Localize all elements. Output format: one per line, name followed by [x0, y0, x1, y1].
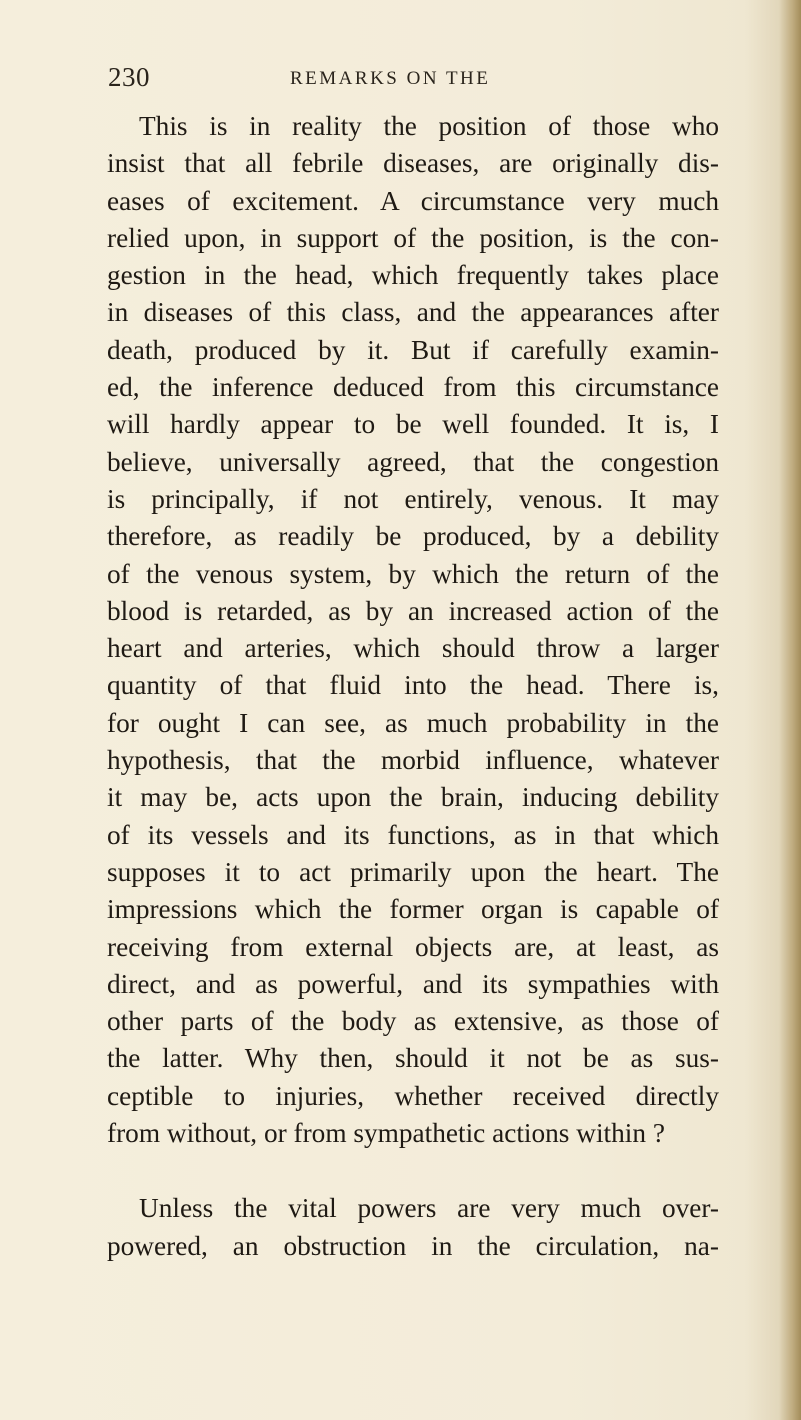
- text-line: therefore, as readily be produced, by a debility: [107, 521, 719, 552]
- text-line: believe, universally agreed, that the congestion: [107, 446, 719, 477]
- running-head: [108, 62, 708, 102]
- text-line: for ought I can see, as much probability in the: [107, 707, 719, 738]
- text-line: powered, an obstruction in the circulation, na-: [107, 1230, 719, 1261]
- text-line: the latter. Why then, should it not be as sus-: [107, 1043, 719, 1074]
- text-line: Unless the vital powers are very much over-: [139, 1193, 719, 1224]
- paragraph-gap: [107, 1152, 719, 1190]
- running-head-title: REMARKS ON THE: [290, 68, 491, 89]
- text-line: of the venous system, by which the return of the: [107, 558, 719, 589]
- text-line: is principally, if not entirely, venous. It may: [107, 483, 719, 514]
- body-text: [107, 108, 719, 1265]
- paragraph-1: [107, 108, 719, 1152]
- page-number: 230: [108, 62, 150, 92]
- text-line: direct, and as powerful, and its sympathies with: [107, 968, 719, 999]
- text-line: in diseases of this class, and the appearances after: [107, 297, 719, 328]
- page-edge-shadow: [779, 0, 801, 1420]
- text-line: it may be, acts upon the brain, inducing debility: [107, 782, 719, 813]
- text-line: from without, or from sympathetic actions within ?: [107, 1118, 665, 1149]
- text-line: will hardly appear to be well founded. It is, I: [107, 409, 719, 440]
- text-line: quantity of that fluid into the head. There is,: [107, 670, 719, 701]
- text-line: receiving from external objects are, at least, as: [107, 931, 719, 962]
- text-line: eases of excitement. A circumstance very much: [107, 185, 719, 216]
- text-line: hypothesis, that the morbid influence, whatever: [107, 745, 719, 776]
- text-line: of its vessels and its functions, as in that which: [107, 819, 719, 850]
- text-line: gestion in the head, which frequently takes place: [107, 260, 719, 291]
- text-line: blood is retarded, as by an increased action of the: [107, 595, 719, 626]
- text-line: ed, the inference deduced from this circumstance: [107, 372, 719, 403]
- text-line: impressions which the former organ is capable of: [107, 894, 719, 925]
- text-line: ceptible to injuries, whether received directly: [107, 1080, 719, 1111]
- paragraph-2: [107, 1190, 719, 1265]
- text-line: death, produced by it. But if carefully examin-: [107, 334, 719, 365]
- text-line: heart and arteries, which should throw a larger: [107, 633, 719, 664]
- text-line: insist that all febrile diseases, are originally dis-: [107, 148, 719, 179]
- text-line: This is in reality the position of those who: [139, 111, 719, 141]
- text-line: other parts of the body as extensive, as those of: [107, 1006, 719, 1037]
- text-line: supposes it to act primarily upon the heart. The: [107, 856, 719, 887]
- text-line: relied upon, in support of the position, is the con-: [107, 222, 719, 253]
